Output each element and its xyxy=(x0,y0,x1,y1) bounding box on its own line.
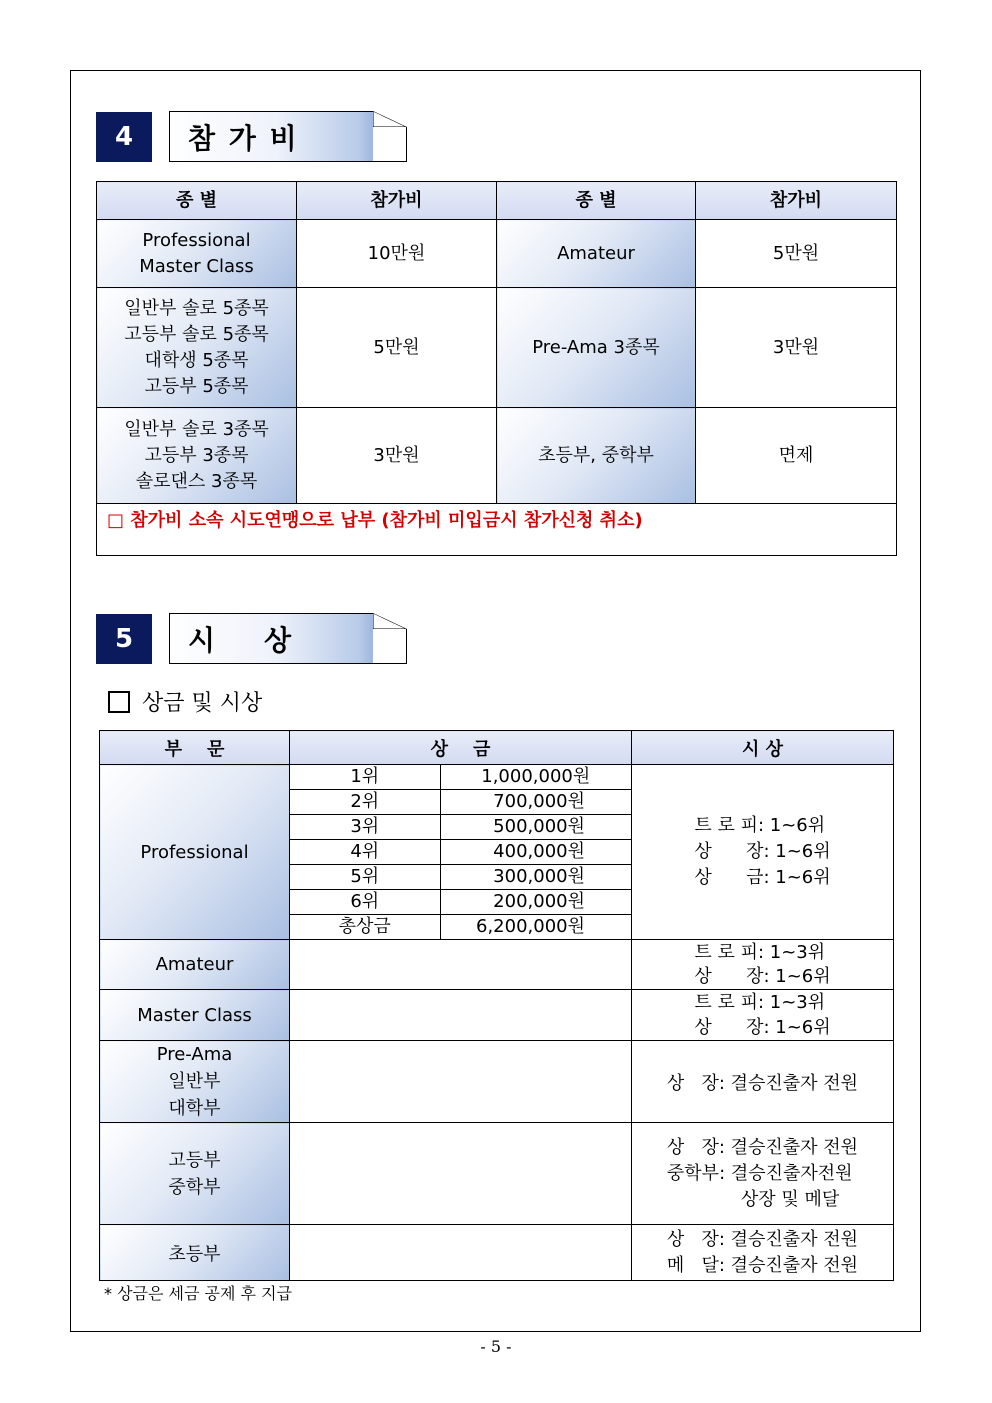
prize-amount: 500,000원 xyxy=(440,815,631,840)
section-4-title-text: 참 가 비 xyxy=(188,121,299,155)
section-4-title xyxy=(169,111,407,162)
prize-money-cell xyxy=(290,940,632,990)
fee-value: 5만원 xyxy=(297,288,497,408)
prize-rank: 4위 xyxy=(290,840,440,865)
awards-list xyxy=(694,990,830,1040)
fee-value: 3만원 xyxy=(696,288,897,408)
checkbox-icon xyxy=(108,691,130,713)
awards-high-middle xyxy=(632,1123,894,1225)
prize-money-cell xyxy=(290,1123,632,1225)
header-category-2: 종 별 xyxy=(497,182,696,220)
awards-list xyxy=(667,1135,858,1213)
section-5-number: 5 xyxy=(96,614,152,664)
prize-table xyxy=(99,730,894,1281)
prize-row xyxy=(290,815,631,840)
award-line: 중학부: 결승진출자전원 xyxy=(666,1162,853,1184)
awards-master-class xyxy=(632,990,894,1041)
prize-money-cell xyxy=(290,1225,632,1281)
awards-amateur xyxy=(632,940,894,990)
awards-pre-ama xyxy=(632,1041,894,1123)
prize-rank: 3위 xyxy=(290,815,440,840)
awards-list xyxy=(694,941,830,989)
division-line: Pre-Ama xyxy=(156,1044,233,1065)
award-line: 상 장: 1~6위 xyxy=(694,841,831,862)
prize-money-cell xyxy=(290,1041,632,1123)
award-line: 상 금: 1~6위 xyxy=(694,867,831,888)
footnote: * 상금은 세금 공제 후 지급 xyxy=(104,1284,292,1303)
prize-rank: 1위 xyxy=(290,765,440,790)
prize-money-table xyxy=(290,765,631,939)
prize-rank: 5위 xyxy=(290,865,440,890)
fee-category-cell xyxy=(97,220,297,288)
awards-list xyxy=(694,813,830,891)
page-number: - 5 - xyxy=(480,1337,512,1356)
division-amateur: Amateur xyxy=(100,940,290,990)
award-line: 트 로 피: 1~6위 xyxy=(694,815,826,836)
division-line: 중학부 xyxy=(168,1176,221,1198)
fee-category-cell: Pre-Ama 3종목 xyxy=(497,288,696,408)
division-line: 대학부 xyxy=(168,1098,221,1119)
prize-row xyxy=(290,915,631,940)
fee-note: □ 참가비 소속 시도연맹으로 납부 (참가비 미입금시 참가신청 취소) xyxy=(97,504,897,556)
section-5-title xyxy=(169,613,407,664)
category-line: 고등부 3종목 xyxy=(144,444,249,466)
award-line: 상 장: 결승진출자 전원 xyxy=(666,1228,859,1250)
division-pre-ama xyxy=(100,1041,290,1123)
prize-amount: 300,000원 xyxy=(440,865,631,890)
prize-amount: 700,000원 xyxy=(440,790,631,815)
prize-rank: 2위 xyxy=(290,790,440,815)
prize-row xyxy=(290,890,631,915)
award-line: 상 장: 결승진출자 전원 xyxy=(666,1136,859,1158)
awards-professional xyxy=(632,765,894,940)
category-line: Professional xyxy=(142,229,251,251)
prize-money-cell xyxy=(290,765,632,940)
prize-rank: 총상금 xyxy=(290,915,440,940)
award-line: 트 로 피: 1~3위 xyxy=(694,992,826,1013)
fee-category-cell xyxy=(97,288,297,408)
division-high-middle xyxy=(100,1123,290,1225)
fee-category-cell: Amateur xyxy=(497,220,696,288)
award-line: 메 달: 결승진출자 전원 xyxy=(666,1254,859,1276)
prize-subtitle xyxy=(108,686,262,717)
prize-row xyxy=(290,865,631,890)
category-line: 솔로댄스 3종목 xyxy=(135,470,258,492)
category-line: 고등부 솔로 5종목 xyxy=(124,323,269,345)
award-line: 상 장: 1~6위 xyxy=(694,965,831,987)
prize-rank: 6위 xyxy=(290,890,440,915)
category-line: 고등부 5종목 xyxy=(144,375,249,397)
fee-value: 3만원 xyxy=(297,408,497,504)
header-prize-money: 상 금 xyxy=(290,731,632,765)
page-fold-icon xyxy=(373,111,407,127)
prize-subtitle-text: 상금 및 시상 xyxy=(142,691,263,716)
section-4-number: 4 xyxy=(96,112,152,162)
prize-amount: 200,000원 xyxy=(440,890,631,915)
prize-amount: 1,000,000원 xyxy=(440,765,631,790)
division-master-class: Master Class xyxy=(100,990,290,1041)
category-line: 대학생 5종목 xyxy=(144,349,249,371)
page-fold-icon xyxy=(373,613,407,629)
entry-fee-table xyxy=(96,181,897,556)
award-line: 상 장: 1~6위 xyxy=(694,1017,831,1038)
prize-money-cell xyxy=(290,990,632,1041)
awards-list xyxy=(667,1227,858,1279)
award-line: 트 로 피: 1~3위 xyxy=(694,941,826,963)
header-category-1: 종 별 xyxy=(97,182,297,220)
header-fee-2: 참가비 xyxy=(696,182,897,220)
award-line: 상장 및 메달 xyxy=(740,1188,840,1210)
prize-row xyxy=(290,790,631,815)
fee-value: 10만원 xyxy=(297,220,497,288)
header-awards: 시 상 xyxy=(632,731,894,765)
division-line: 일반부 xyxy=(168,1071,221,1092)
category-line: Master Class xyxy=(139,255,254,277)
award-line: 상 장: 결승진출자 전원 xyxy=(666,1072,859,1094)
fee-value: 5만원 xyxy=(696,220,897,288)
category-line: 일반부 솔로 5종목 xyxy=(124,297,269,319)
header-division: 부 문 xyxy=(100,731,290,765)
division-line: 고등부 xyxy=(168,1149,221,1171)
fee-value: 면제 xyxy=(696,408,897,504)
header-fee-1: 참가비 xyxy=(297,182,497,220)
prize-amount: 6,200,000원 xyxy=(440,915,631,940)
prize-row xyxy=(290,840,631,865)
fee-category-cell xyxy=(97,408,297,504)
prize-amount: 400,000원 xyxy=(440,840,631,865)
awards-elementary xyxy=(632,1225,894,1281)
division-elementary: 초등부 xyxy=(100,1225,290,1281)
fee-category-cell: 초등부, 중학부 xyxy=(497,408,696,504)
division-professional: Professional xyxy=(100,765,290,940)
prize-row xyxy=(290,765,631,790)
category-line: 일반부 솔로 3종목 xyxy=(124,418,269,440)
section-5-title-text: 시 상 xyxy=(188,623,294,657)
